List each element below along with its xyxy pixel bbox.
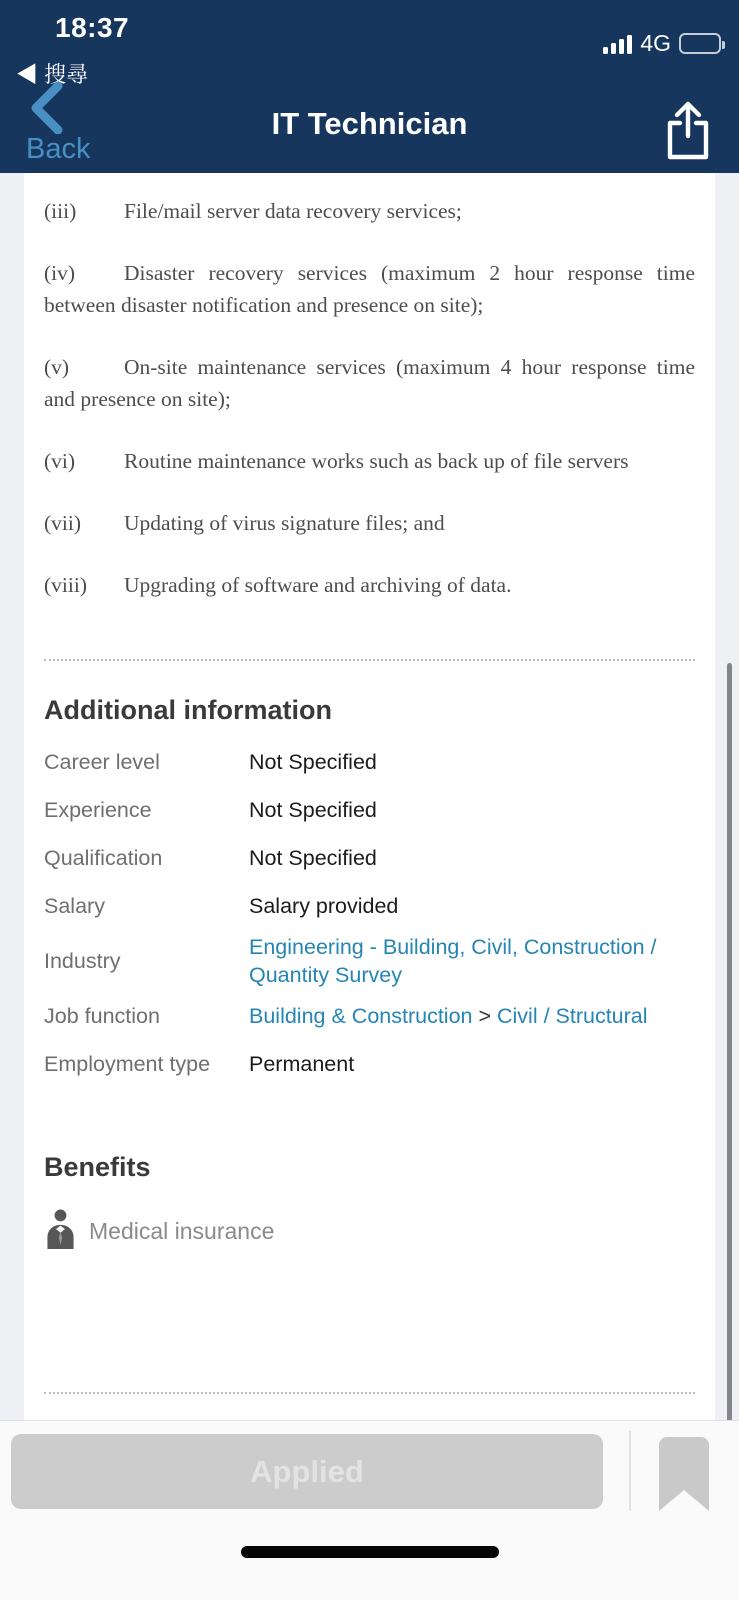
description-item: (iii) File/mail server data recovery services; bbox=[44, 199, 462, 223]
battery-icon bbox=[679, 33, 721, 54]
share-icon bbox=[663, 149, 713, 166]
info-row-job-function bbox=[44, 992, 695, 1040]
info-label: Job function bbox=[44, 1003, 160, 1028]
status-time: 18:37 bbox=[55, 12, 130, 43]
info-value: Not Specified bbox=[249, 846, 377, 870]
info-label: Employment type bbox=[44, 1051, 211, 1076]
card-bottom-divider bbox=[44, 1392, 695, 1394]
info-value: Salary provided bbox=[249, 894, 399, 918]
info-row-career-level bbox=[44, 738, 695, 786]
additional-info-table bbox=[44, 738, 695, 1088]
info-row-experience bbox=[44, 786, 695, 834]
additional-info-heading: Additional information bbox=[44, 695, 332, 725]
job-detail-card bbox=[24, 173, 715, 1420]
info-value: Permanent bbox=[249, 1052, 355, 1076]
info-label: Industry bbox=[44, 948, 121, 973]
industry-link[interactable]: Engineering - Building, Civil, Construction / Quantity Survey bbox=[249, 935, 657, 987]
job-function-link[interactable]: Building & Construction bbox=[249, 1004, 473, 1028]
vertical-divider bbox=[629, 1431, 631, 1511]
network-type-label: 4G bbox=[640, 30, 671, 56]
job-function-sub-link[interactable]: Civil / Structural bbox=[497, 1004, 648, 1028]
bookmark-button[interactable] bbox=[655, 1435, 713, 1513]
benefit-item bbox=[44, 1209, 695, 1254]
info-value: Not Specified bbox=[249, 798, 377, 822]
back-button-label: Back bbox=[26, 133, 91, 165]
back-to-app-indicator[interactable]: ◀ 搜尋 bbox=[16, 62, 89, 87]
info-row-industry bbox=[44, 930, 695, 992]
header bbox=[0, 0, 739, 173]
info-row-salary bbox=[44, 882, 695, 930]
content-area bbox=[0, 173, 739, 1420]
status-icons bbox=[603, 30, 721, 57]
description-item: (iv) Disaster recovery services (maximum 2 hour response time between disaster notification and presence on site); bbox=[44, 261, 695, 317]
page-title: IT Technician bbox=[271, 106, 468, 141]
description-item: (v) On-site maintenance services (maximum 4 hour response time and presence on site); bbox=[44, 355, 695, 411]
description-item: (vii) Updating of virus signature files; and bbox=[44, 511, 445, 535]
info-value: Not Specified bbox=[249, 750, 377, 774]
info-row-qualification bbox=[44, 834, 695, 882]
benefits-heading: Benefits bbox=[44, 1152, 151, 1182]
info-label: Qualification bbox=[44, 845, 163, 870]
home-indicator[interactable] bbox=[241, 1546, 499, 1558]
info-row-employment-type bbox=[44, 1040, 695, 1088]
info-label: Experience bbox=[44, 797, 152, 822]
bookmark-icon bbox=[655, 1501, 713, 1516]
breadcrumb-separator: > bbox=[472, 1004, 497, 1028]
description-item: (vi) Routine maintenance works such as back up of file servers bbox=[44, 449, 629, 473]
benefit-label: Medical insurance bbox=[89, 1218, 275, 1244]
share-button[interactable] bbox=[663, 100, 713, 162]
info-label: Career level bbox=[44, 749, 160, 774]
person-suit-icon bbox=[44, 1209, 77, 1254]
description-item: (viii) Upgrading of software and archiving of data. bbox=[44, 573, 512, 597]
signal-strength-icon bbox=[603, 34, 632, 54]
scrollbar-thumb[interactable] bbox=[727, 663, 732, 1428]
section-divider bbox=[44, 659, 695, 661]
info-label: Salary bbox=[44, 893, 105, 918]
bottom-action-bar bbox=[0, 1420, 739, 1600]
applied-button[interactable]: Applied bbox=[11, 1434, 603, 1509]
